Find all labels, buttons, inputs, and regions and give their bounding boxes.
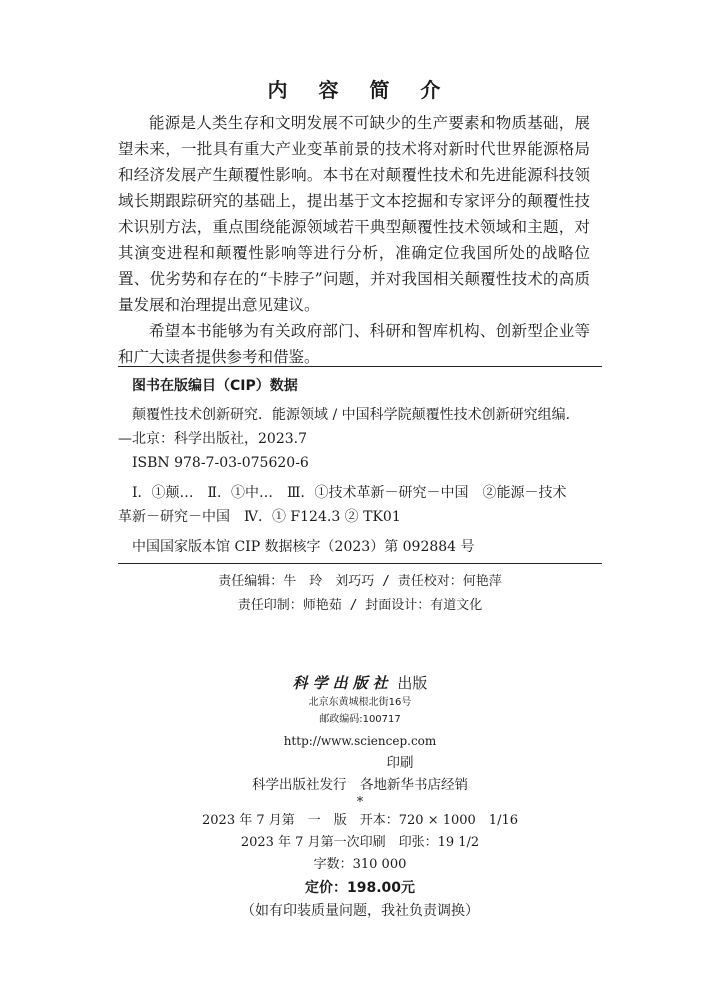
publisher-logo: 科学出版社 [292, 674, 393, 692]
distribution: 科学出版社发行 各地新华书店经销 [252, 777, 468, 793]
word-count: 字数：310 000 [313, 857, 407, 872]
publisher-address: 北京东黄城根北街16号 [308, 697, 412, 708]
page-title: 内 容 简 介 [267, 78, 453, 102]
publisher-name [0, 672, 720, 694]
quality-note: （如有印装质量问题，我社负责调换） [241, 903, 479, 919]
editors-block [0, 570, 720, 618]
cip-entry-line-2: —北京：科学出版社，2023.7 [118, 431, 307, 447]
published-label: 出版 [397, 674, 428, 692]
summary-paragraph-1: 能源是人类生存和文明发展不可缺少的生产要素和物质基础，展望未来，一批具有重大产业变革前景的技术将对新时代世界能源格局和经济发展产生颠覆性影响。本书在对颠覆性技术和先进能源科技领域长期跟踪研究的基础上，提出基于文本挖掘和专家评分的颠覆性技术识别方法，重点围绕能源领域若干典型颠覆性技术领域和主题，对其演变进程和颠覆性影响等进行分析，准确定位我国所处的战略位置、优劣势和存在的“卡脖子”问题，并对我国相关颠覆性技术的高质量发展和治理提出意见建议。 [118, 114, 590, 314]
printing-info: 2023 年 7 月第一次印刷 印张：19 1/2 [240, 835, 480, 850]
content-summary [118, 110, 590, 370]
isbn: ISBN 978-7-03-075620-6 [132, 455, 309, 471]
cip-class-line-1: Ⅰ．①颠… Ⅱ．①中… Ⅲ．①技术革新－研究－中国 ②能源－技术 [132, 485, 567, 501]
editors-line-1: 责任编辑：牛 玲 刘巧巧 / 责任校对：何艳萍 [218, 574, 502, 589]
printer: 印刷 [386, 755, 414, 771]
cip-classification [118, 481, 602, 529]
cip-entry [118, 403, 602, 451]
separator-star: * [356, 795, 364, 810]
summary-paragraph-2: 希望本书能够为有关政府部门、科研和智库机构、创新型企业等和广大读者提供参考和借鉴。 [118, 322, 590, 366]
publisher-postcode: 邮政编码:100717 [319, 714, 401, 725]
editors-line-2: 责任印制：师艳茹 / 封面设计：有道文化 [237, 598, 483, 613]
edition-info: 2023 年 7 月第 一 版 开本：720 × 1000 1/16 [202, 813, 518, 828]
cip-data-number: 中国国家版本馆 CIP 数据核字（2023）第 092884 号 [132, 539, 475, 555]
price: 定价：198.00元 [304, 880, 416, 896]
cip-data-block [118, 366, 602, 564]
publisher-url: http://www.sciencep.com [283, 734, 437, 748]
publisher-block [0, 672, 720, 922]
cip-heading: 图书在版编目（CIP）数据 [132, 378, 298, 394]
cip-class-line-2: 革新－研究－中国 Ⅳ．① F124.3 ② TK01 [118, 509, 401, 525]
cip-entry-line-1: 颠覆性技术创新研究．能源领域 / 中国科学院颠覆性技术创新研究组编． [132, 407, 580, 423]
